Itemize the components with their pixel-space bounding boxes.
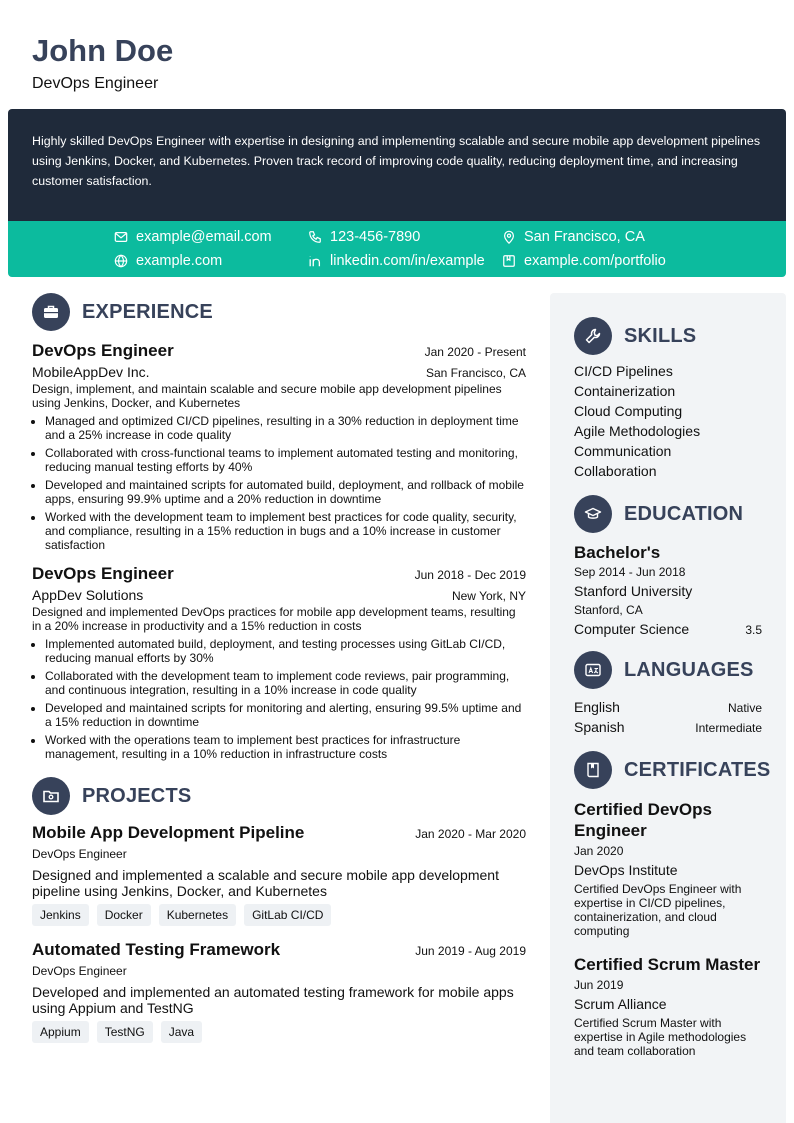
- job-location: New York, NY: [451, 589, 526, 603]
- language-name: Spanish: [574, 719, 625, 735]
- summary-panel: [8, 109, 786, 221]
- skill-item: Cloud Computing: [574, 403, 683, 419]
- left-column: [32, 293, 526, 1043]
- education-gpa: 3.5: [745, 623, 762, 637]
- job-title: DevOps Engineer: [32, 341, 174, 360]
- tag: Java: [161, 1021, 202, 1043]
- tag: Kubernetes: [159, 904, 236, 926]
- education-entry: [574, 543, 762, 639]
- experience-heading: [32, 293, 526, 331]
- email-text: example@email.com: [136, 229, 272, 245]
- map-pin-icon: [502, 230, 516, 244]
- language-level: Native: [727, 701, 762, 715]
- contact-website[interactable]: [114, 251, 222, 271]
- tag: GitLab CI/CD: [244, 904, 331, 926]
- job-bullet: • Worked with the operations team to implement best practices for infrastructure management, resulting in a 10% reduction in infrastructure costs: [45, 733, 526, 761]
- certificate-date: Jan 2020: [574, 844, 624, 858]
- resume-header: [32, 32, 762, 94]
- job-bullet: • Worked with the development team to implement best practices for code quality, security, and compliance, resulting in a 15% reduction in bugs and a 10% increase in customer satisfaction: [45, 510, 526, 552]
- experience-title: EXPERIENCE: [82, 300, 213, 323]
- phone-icon: [308, 230, 322, 244]
- contact-email[interactable]: [114, 227, 272, 247]
- job-date: Jan 2020 - Present: [424, 345, 526, 359]
- project-date: Jun 2019 - Aug 2019: [415, 944, 526, 958]
- tag: TestNG: [97, 1021, 153, 1043]
- education-degree: Bachelor's: [574, 543, 661, 562]
- right-column: [550, 293, 786, 1123]
- project-title: Automated Testing Framework: [32, 940, 281, 959]
- job-date: Jun 2018 - Dec 2019: [414, 568, 526, 582]
- briefcase-icon: [32, 293, 70, 331]
- wrench-icon: [574, 317, 612, 355]
- education-title: EDUCATION: [624, 502, 744, 525]
- job-description: Design, implement, and maintain scalable and secure mobile app development pipelines using Jenkins, Docker, and Kubernetes: [32, 382, 502, 410]
- skill-item: CI/CD Pipelines: [574, 363, 673, 379]
- project-entry: [32, 940, 526, 1043]
- project-entry: [32, 823, 526, 926]
- tag: Jenkins: [32, 904, 89, 926]
- job-bullet: • Developed and maintained scripts for automated build, deployment, and rollback of mobile apps, ensuring 99.9% uptime and a 20% reduction in downtime: [45, 478, 526, 506]
- job-bullet: • Implemented automated build, deployment, and testing processes using GitLab CI/CD, reducing manual efforts by 30%: [45, 637, 526, 665]
- phone-text: 123-456-7890: [330, 229, 421, 245]
- skill-item: Agile Methodologies: [574, 423, 701, 439]
- job-title: DevOps Engineer: [32, 564, 174, 583]
- project-role: DevOps Engineer: [32, 847, 127, 861]
- skill-item: Collaboration: [574, 463, 657, 479]
- job-bullet: • Developed and maintained scripts for monitoring and alerting, ensuring 99.5% uptime and a 15% reduction in downtime: [45, 701, 526, 729]
- project-tags: [32, 904, 526, 926]
- certificate-issuer: Scrum Alliance: [574, 996, 667, 1012]
- portfolio-icon: [502, 254, 516, 268]
- languages-list: [574, 697, 762, 737]
- job-location: San Francisco, CA: [425, 366, 526, 380]
- skills-list: [574, 361, 762, 481]
- globe-icon: [114, 254, 128, 268]
- languages-title: LANGUAGES: [624, 658, 754, 681]
- location-text: San Francisco, CA: [524, 229, 645, 245]
- website-text: example.com: [136, 253, 223, 269]
- contact-phone[interactable]: [308, 227, 420, 247]
- language-level: Intermediate: [695, 721, 762, 735]
- certificate-description: Certified Scrum Master with expertise in Agile methodologies and team collaboration: [574, 1016, 747, 1058]
- contact-bar: [8, 221, 786, 277]
- folder-icon: [32, 777, 70, 815]
- contact-linkedin[interactable]: [308, 251, 485, 271]
- book-icon: [574, 751, 612, 789]
- project-title: Mobile App Development Pipeline: [32, 823, 305, 842]
- experience-entry: [32, 341, 526, 552]
- education-heading: [574, 495, 762, 533]
- certificate-date: Jun 2019: [574, 978, 624, 992]
- certificate-description: Certified DevOps Engineer with expertise in CI/CD pipelines, containerization, and cloud computing: [574, 882, 742, 938]
- education-location: Stanford, CA: [574, 603, 643, 617]
- summary-text: Highly skilled DevOps Engineer with expertise in designing and implementing scalable and secure mobile app development pipelines using Jenkins, Docker, and Kubernetes. Proven track record of improving code quality, reducing deployment time, and increasing customer satisfaction.: [32, 134, 761, 188]
- job-company: AppDev Solutions: [32, 587, 144, 603]
- projects-title: PROJECTS: [82, 784, 192, 807]
- projects-heading: [32, 777, 526, 815]
- certificates-title: CERTIFICATES: [624, 758, 771, 781]
- job-bullet: • Managed and optimized CI/CD pipelines, resulting in a 30% reduction in deployment time and a 25% increase in code quality: [45, 414, 526, 442]
- education-date: Sep 2014 - Jun 2018: [574, 565, 686, 579]
- language-item: [574, 717, 762, 737]
- candidate-title: DevOps Engineer: [32, 75, 159, 92]
- certificates-heading: [574, 751, 771, 789]
- language-item: [574, 697, 762, 717]
- skills-title: SKILLS: [624, 324, 697, 347]
- linkedin-text: linkedin.com/in/example: [330, 253, 485, 269]
- translate-icon: [574, 651, 612, 689]
- languages-heading: [574, 651, 762, 689]
- skill-item: Communication: [574, 443, 672, 459]
- project-date: Jan 2020 - Mar 2020: [415, 827, 526, 841]
- certificate-issuer: DevOps Institute: [574, 862, 678, 878]
- contact-portfolio[interactable]: [502, 251, 666, 271]
- contact-location: [502, 227, 645, 247]
- skills-heading: [574, 317, 762, 355]
- portfolio-text: example.com/portfolio: [524, 253, 666, 269]
- project-description: Designed and implemented a scalable and secure mobile app development pipeline using Jenkins, Docker, and Kubernetes: [32, 867, 499, 899]
- project-description: Developed and implemented an automated testing framework for mobile apps using Appium and TestNG: [32, 984, 514, 1016]
- certificate-entry: [574, 799, 762, 938]
- project-tags: [32, 1021, 526, 1043]
- experience-entry: [32, 564, 526, 761]
- job-bullets: [32, 637, 526, 761]
- project-role: DevOps Engineer: [32, 964, 127, 978]
- skill-item: Containerization: [574, 383, 676, 399]
- job-company: MobileAppDev Inc.: [32, 364, 150, 380]
- certificate-title: Certified Scrum Master: [574, 955, 761, 974]
- tag: Appium: [32, 1021, 89, 1043]
- job-bullet: • Collaborated with the development team to implement code reviews, pair programming, and continuous integration, resulting in a 10% increase in code quality: [45, 669, 526, 697]
- language-name: English: [574, 699, 620, 715]
- linkedin-icon: [308, 254, 322, 268]
- certificate-title: Certified DevOps Engineer: [574, 800, 712, 840]
- job-bullet: • Collaborated with cross-functional teams to implement automated testing and monitoring, reducing manual testing efforts by 40%: [45, 446, 526, 474]
- job-bullets: [32, 414, 526, 552]
- graduation-cap-icon: [574, 495, 612, 533]
- certificate-entry: [574, 954, 762, 1058]
- mail-icon: [114, 230, 128, 244]
- job-description: Designed and implemented DevOps practices for mobile app development teams, resulting in a 20% increase in productivity and a 15% reduction in costs: [32, 605, 516, 633]
- candidate-name: John Doe: [32, 33, 174, 68]
- education-school: Stanford University: [574, 583, 693, 599]
- tag: Docker: [97, 904, 151, 926]
- education-field: Computer Science: [574, 621, 690, 637]
